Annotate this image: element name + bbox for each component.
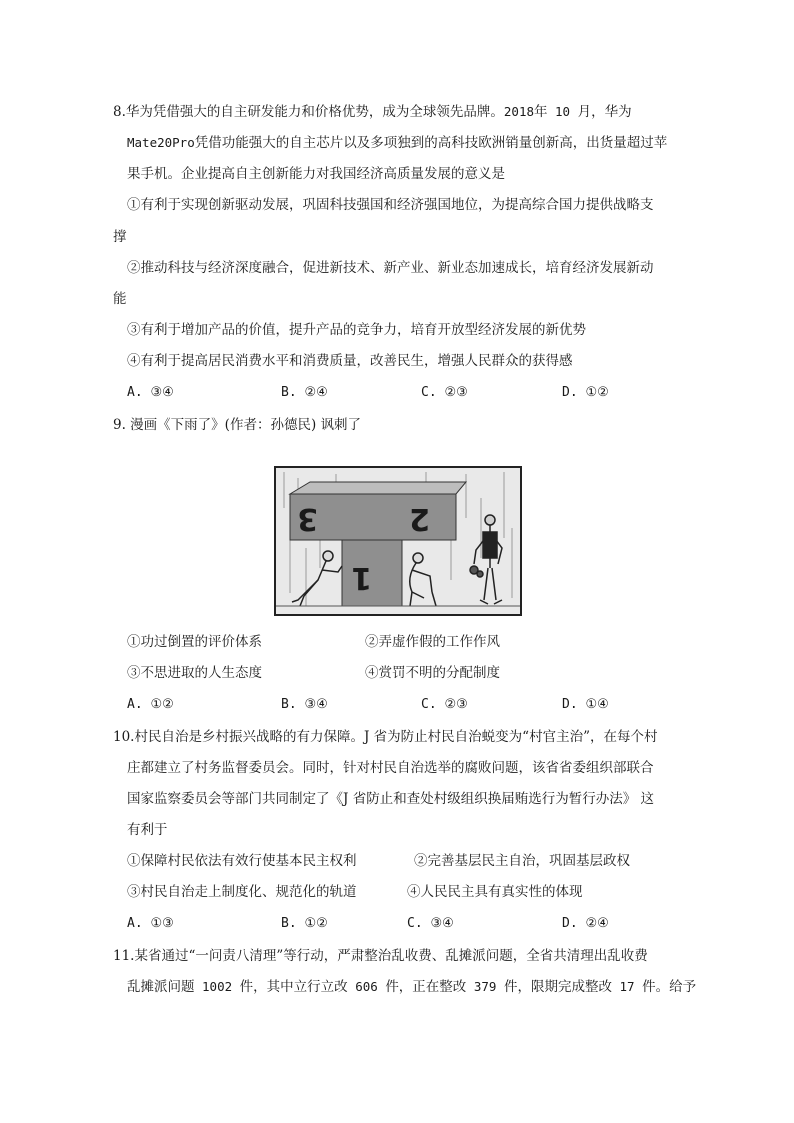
q11-count-deadline: 17 [619,979,635,994]
q9-statement-1: ①功过倒置的评价体系 [127,634,262,650]
q9-option-a: A. ①② [127,697,174,712]
q10-statement-2: ②完善基层民主自治，巩固基层政权 [414,853,630,869]
q9-statement-4: ④赏罚不明的分配制度 [365,665,500,681]
q8-model: Mate20Pro [127,135,195,150]
q10-option-a: A. ①③ [127,916,174,931]
sitting-figure-middle [410,553,436,606]
q9-stem: 9. 漫画《下雨了》(作者：孙德民) 讽刺了 [113,417,361,433]
q11-count-total: 1002 [202,979,233,994]
podium-label-3: 3 [297,501,318,536]
q10-option-b: B. ①② [281,916,328,931]
q8-statement-1: ①有利于实现创新驱动发展，巩固科技强国和经济强国地位，为提高综合国力提供战略支 [127,197,654,213]
q8-number: 8. [113,104,126,120]
q10-line-2: 庄都建立了村务监督委员会。同时，针对村民自治选举的腐败问题，该省省委组织部联合 [127,760,654,776]
q8-month: 10 [555,104,571,119]
q10-statement-3: ③村民自治走上制度化、规范化的轨道 [127,884,357,900]
q8-text: 华为凭借强大的自主研发能力和价格优势，成为全球领先品牌。 [125,104,504,120]
podium-label-1: 1 [351,560,372,595]
q8-option-b: B. ②④ [281,385,328,400]
q11-line-1: 11.某省通过“一问责八清理”等行动，严肃整治乱收费、乱摊派问题，全省共清理出乱收费 [113,948,648,964]
q10-line-1: 10.村民自治是乡村振兴战略的有力保障。J 省为防止村民自治蜕变为“村官主治”，在每个村 [113,729,658,745]
q11-text: 件。给予 [642,979,697,995]
q9-statement-3: ③不思进取的人生态度 [127,665,262,681]
q9-option-b: B. ③④ [281,697,328,712]
q11-count-fixed: 606 [355,979,378,994]
q10-line-4: 有利于 [127,822,168,838]
q10-statement-4: ④人民民主具有真实性的体现 [407,884,583,900]
q10-line-3: 国家监察委员会等部门共同制定了《J 省防止和查处村级组织换届贿选行为暂行办法》 这 [127,791,654,807]
q8-line-1 [113,102,632,122]
q10-statement-1: ①保障村民依法有效行使基本民主权利 [127,853,357,869]
q11-line-2 [127,977,696,997]
q9-statement-2: ②弄虚作假的工作作风 [365,634,500,650]
q8-line-2 [127,133,667,153]
standing-figure [470,515,502,604]
q11-text: 件，正在整改 [385,979,467,995]
q8-option-a: A. ③④ [127,385,174,400]
q11-text: 件，限期完成整改 [503,979,612,995]
q8-statement-4: ④有利于提高居民消费水平和消费质量，改善民生，增强人民群众的获得感 [127,353,573,369]
q8-statement-2-cont: 能 [113,291,127,307]
q8-text: 年 [534,104,548,120]
q8-line-3: 果手机。企业提高自主创新能力对我国经济高质量发展的意义是 [127,166,505,182]
cartoon-image [274,466,522,616]
q9-option-d: D. ①④ [562,697,609,712]
q8-statement-1-cont: 撑 [113,229,127,245]
q8-statement-2: ②推动科技与经济深度融合，促进新技术、新产业、新业态加速成长，培育经济发展新动 [127,260,654,276]
q9-option-c: C. ②③ [421,697,468,712]
q8-option-c: C. ②③ [421,385,468,400]
q11-count-in-progress: 379 [473,979,497,994]
q10-option-d: D. ②④ [562,916,609,931]
q11-text: 件，其中立行立改 [239,979,348,995]
q11-text: 乱摊派问题 [127,979,195,995]
q8-text: 月，华为 [577,104,632,120]
q8-text: 凭借功能强大的自主芯片以及多项独到的高科技欧洲销量创新高，出货量超过苹 [194,135,668,151]
q8-statement-3: ③有利于增加产品的价值，提升产品的竞争力，培育开放型经济发展的新优势 [127,322,586,338]
q8-year: 2018 [503,104,534,119]
q10-option-c: C. ③④ [407,916,454,931]
podium-label-2: 2 [409,501,430,536]
sitting-figure-left [292,551,342,606]
cartoon-illustration [276,468,520,614]
q8-option-d: D. ①② [562,385,609,400]
